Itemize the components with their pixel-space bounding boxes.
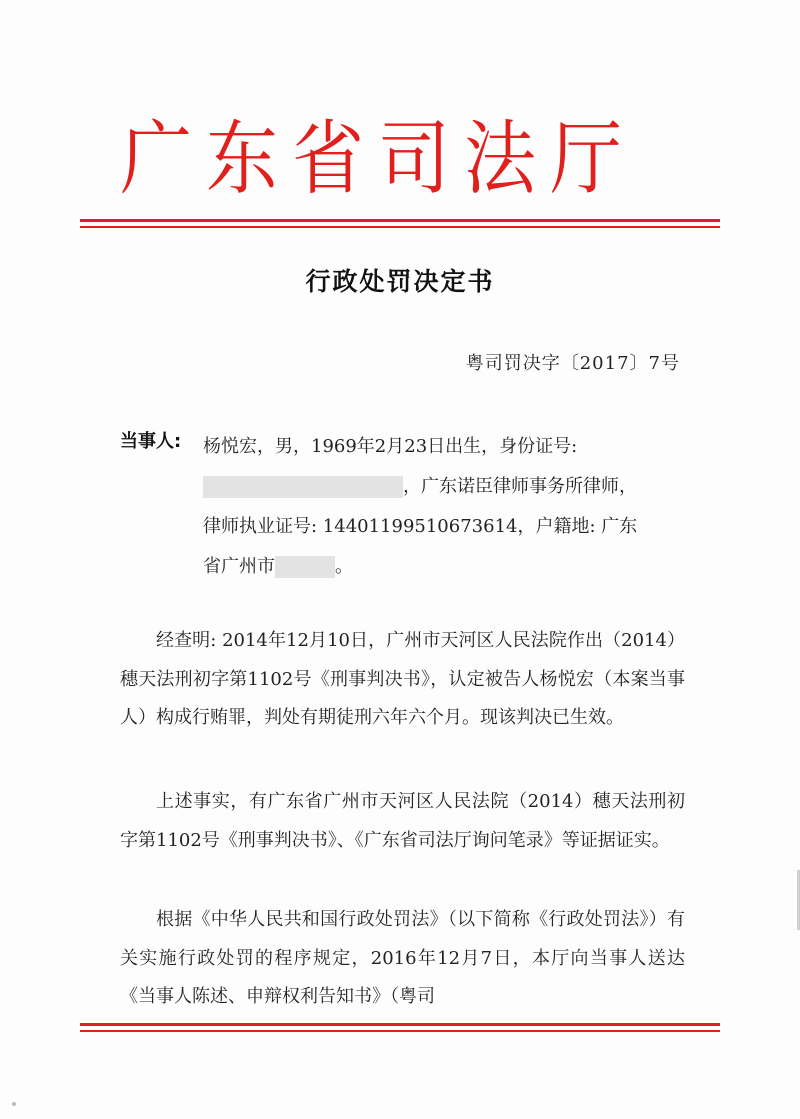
redacted-id-number: [203, 476, 403, 498]
party-details: [203, 427, 703, 587]
letterhead-org-name: 广东省司法厅: [120, 111, 637, 206]
party-line-4-prefix: 省广州市: [203, 556, 275, 577]
party-line-4: [203, 547, 703, 587]
scan-dot: [12, 1102, 16, 1106]
party-line-4-suffix: 。: [335, 556, 353, 577]
party-line-2-text: ，广东诺臣律师事务所律师，: [403, 476, 637, 497]
footer-red-rule-thick: [80, 1023, 720, 1026]
party-line-3: 律师执业证号: 14401199510673614，户籍地: 广东: [203, 516, 638, 537]
letterhead-red-rule-thin: [80, 226, 720, 228]
body-paragraph-findings: 经查明: 2014年12月10日，广州市天河区人民法院作出（2014）穗天法刑初字第1102号《刑事判决书》，认定被告人杨悦宏（本案当事人）构成行贿罪，判处有期徒刑六年六个月。现该判决已生效。: [120, 630, 685, 728]
body-paragraph-evidence: 上述事实，有广东省广州市天河区人民法院（2014）穗天法刑初字第1102号《刑事判决书》、《广东省司法厅询问笔录》等证据证实。: [120, 791, 685, 851]
redacted-address: [275, 556, 335, 578]
body-paragraph-procedure: 根据《中华人民共和国行政处罚法》（以下简称《行政处罚法》）有关实施行政处罚的程序规定，2016年12月7日，本厅向当事人送达《当事人陈述、申辩权利告知书》（粤司: [120, 909, 685, 1007]
party-label: 当事人:: [120, 431, 182, 452]
footer-red-rule-thin: [80, 1030, 720, 1032]
document-title: 行政处罚决定书: [305, 267, 495, 296]
party-line-2: [203, 467, 703, 507]
document-number: 粤司罚决字〔2017〕7号: [465, 353, 680, 374]
letterhead-red-rule-thick: [80, 219, 720, 222]
party-line-1: 杨悦宏，男，1969年2月23日出生，身份证号:: [203, 436, 578, 457]
